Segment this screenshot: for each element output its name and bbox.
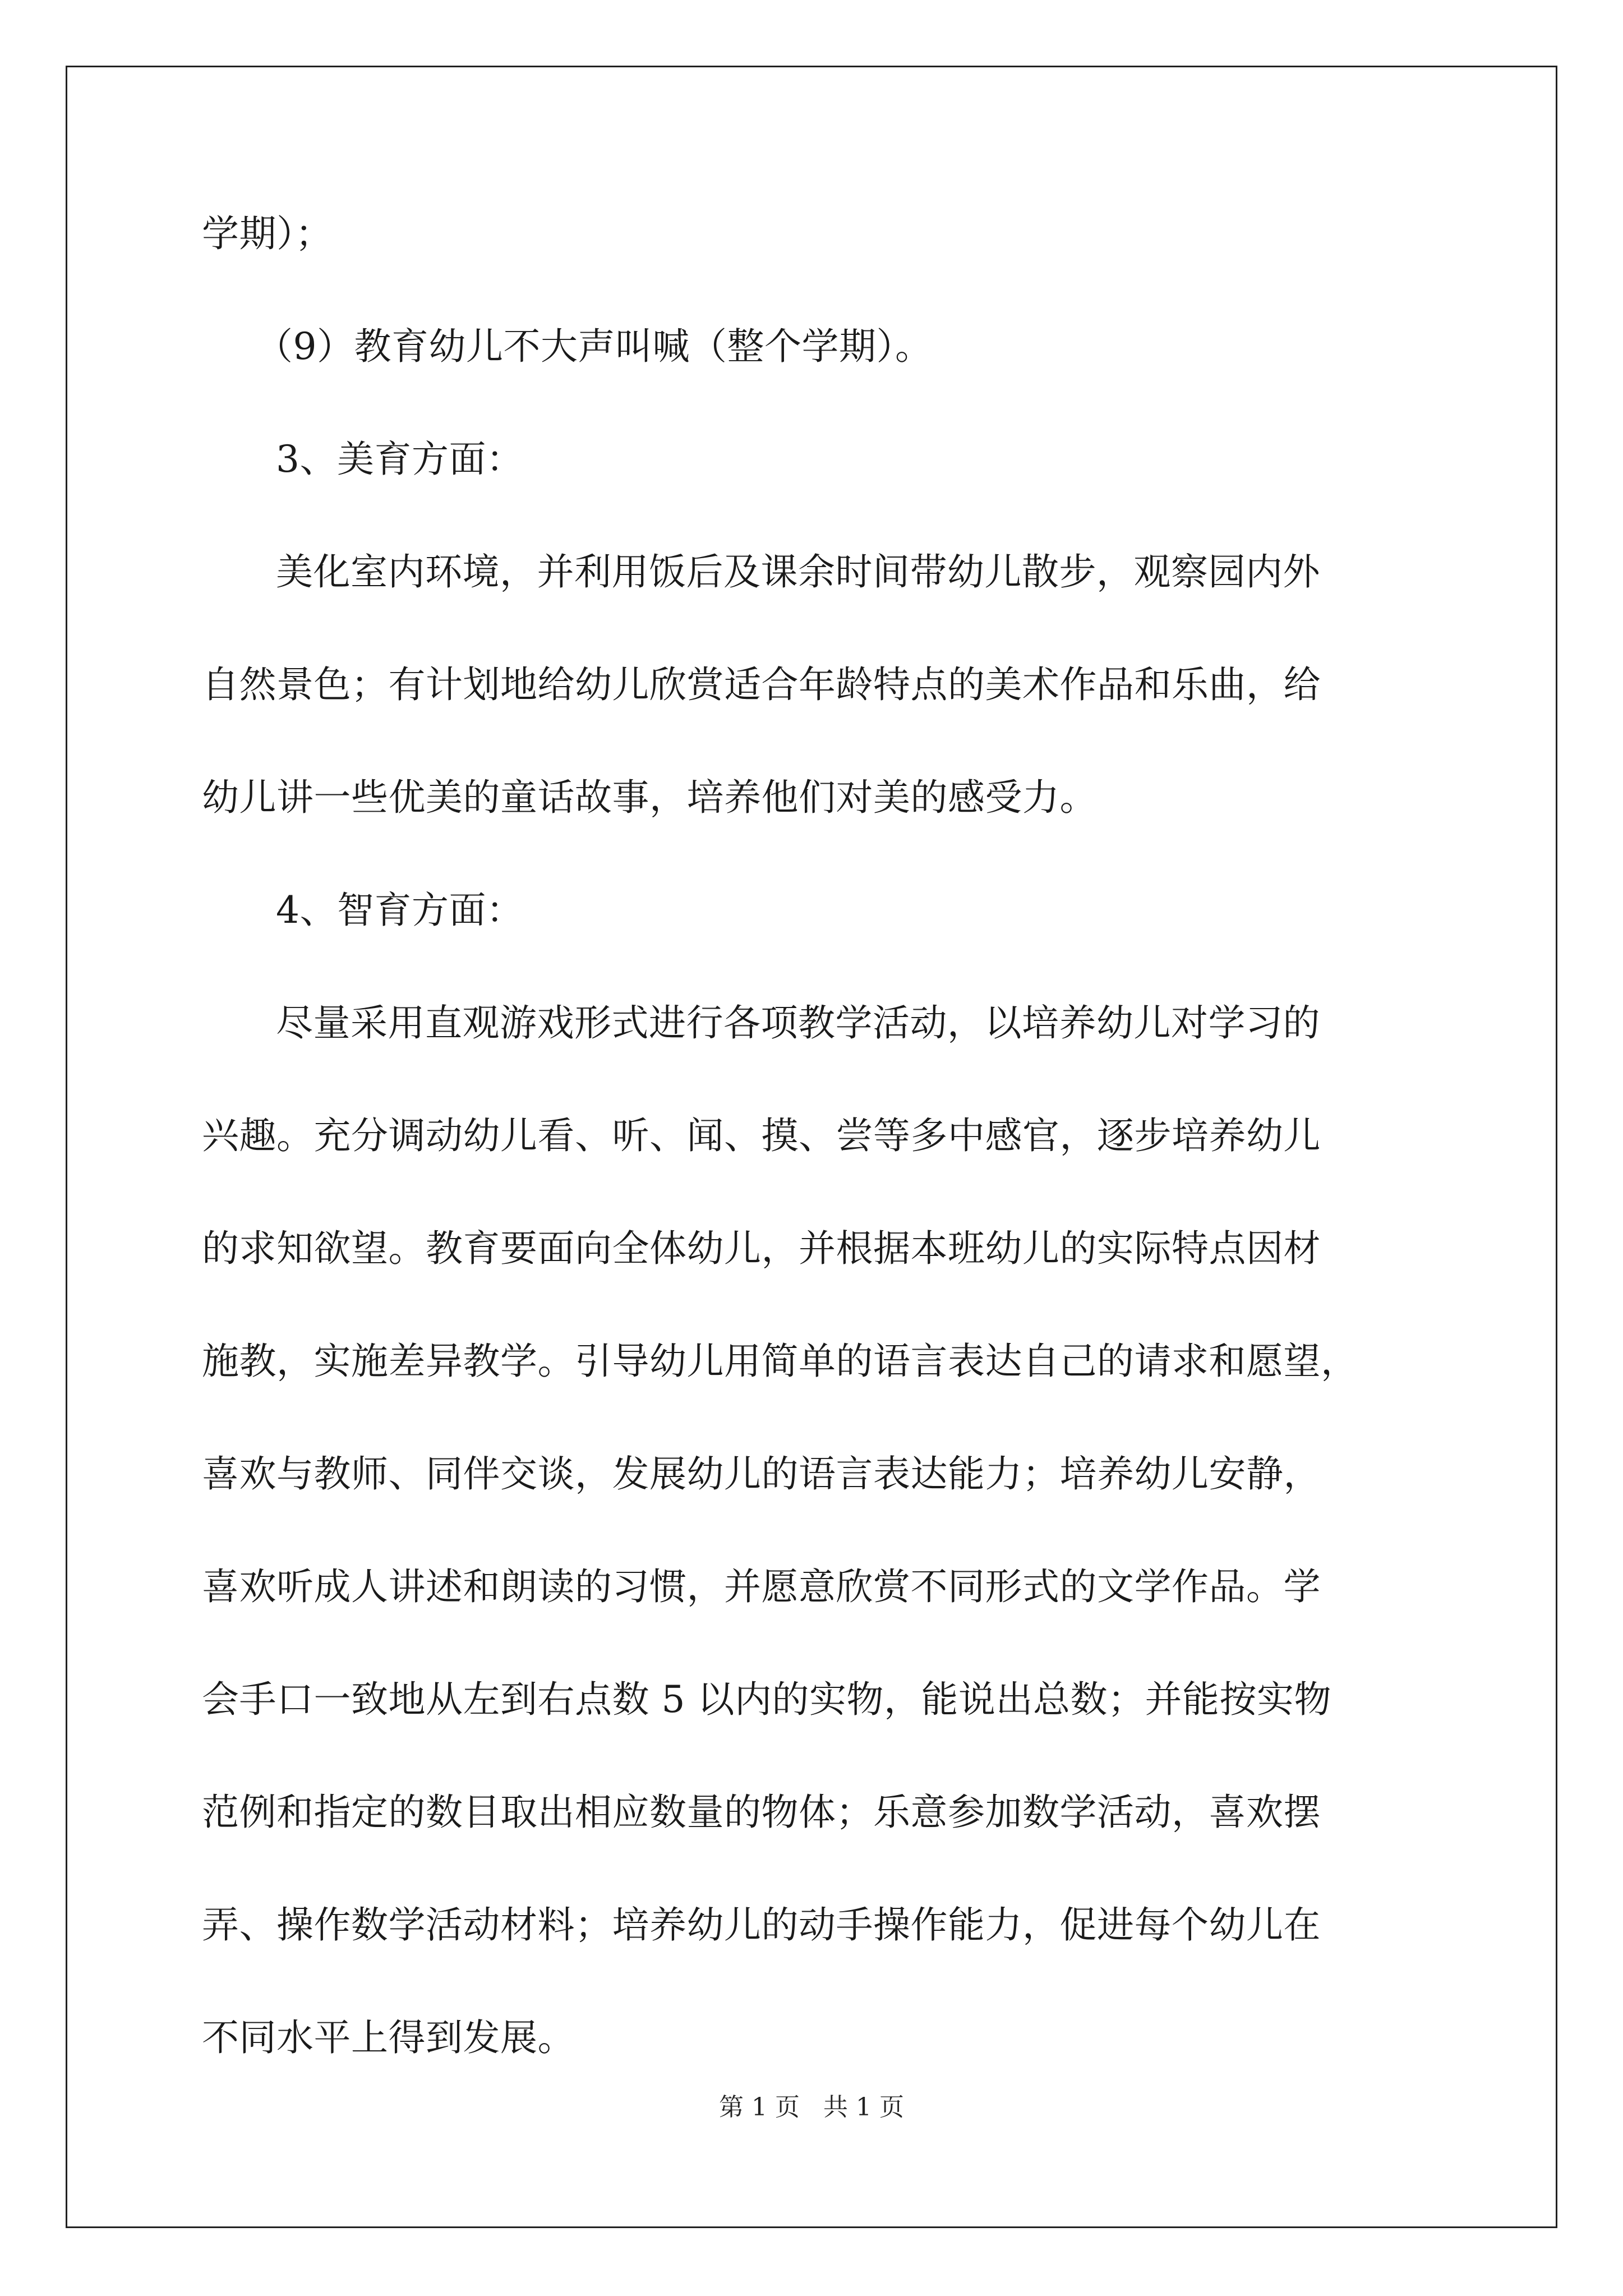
text-line: 弄、操作数学活动材料；培养幼儿的动手操作能力，促进每个幼儿在 xyxy=(202,1903,1321,1947)
text-line: 兴趣。充分调动幼儿看、听、闻、摸、尝等多中感官，逐步培养幼儿 xyxy=(202,1114,1321,1157)
text-line: 幼儿讲一些优美的童话故事，培养他们对美的感受力。 xyxy=(202,776,1097,819)
text-line: 尽量采用直观游戏形式进行各项教学活动，以培养幼儿对学习的 xyxy=(276,1001,1320,1045)
text-line: 学期）； xyxy=(202,212,333,255)
text-line: 会手口一致地从左到右点数 5 以内的实物，能说出总数；并能按实物 xyxy=(202,1678,1331,1721)
text-line: 喜欢听成人讲述和朗读的习惯，并愿意欣赏不同形式的文学作品。学 xyxy=(202,1565,1321,1608)
page-number: 第 1 页 xyxy=(719,2093,800,2122)
section-heading: 3、美育方面： xyxy=(276,438,524,481)
text-line: （9）教育幼儿不大声叫喊（整个学期）。 xyxy=(256,325,933,368)
text-line: 范例和指定的数目取出相应数量的物体；乐意参加数学活动，喜欢摆 xyxy=(202,1791,1321,1834)
text-line: 美化室内环境，并利用饭后及课余时间带幼儿散步，观察园内外 xyxy=(276,550,1320,593)
section-heading: 4、智育方面： xyxy=(276,889,524,932)
document-body xyxy=(202,212,1436,2059)
text-line: 不同水平上得到发展。 xyxy=(202,2016,575,2059)
page-footer xyxy=(0,2093,1623,2122)
total-pages: 共 1 页 xyxy=(823,2093,904,2122)
text-line: 喜欢与教师、同伴交谈，发展幼儿的语言表达能力；培养幼儿安静， xyxy=(202,1452,1321,1496)
text-line: 的求知欲望。教育要面向全体幼儿，并根据本班幼儿的实际特点因材 xyxy=(202,1227,1321,1270)
text-line: 施教，实施差异教学。引导幼儿用简单的语言表达自己的请求和愿望， xyxy=(202,1340,1358,1383)
text-line: 自然景色；有计划地给幼儿欣赏适合年龄特点的美术作品和乐曲，给 xyxy=(202,663,1321,706)
